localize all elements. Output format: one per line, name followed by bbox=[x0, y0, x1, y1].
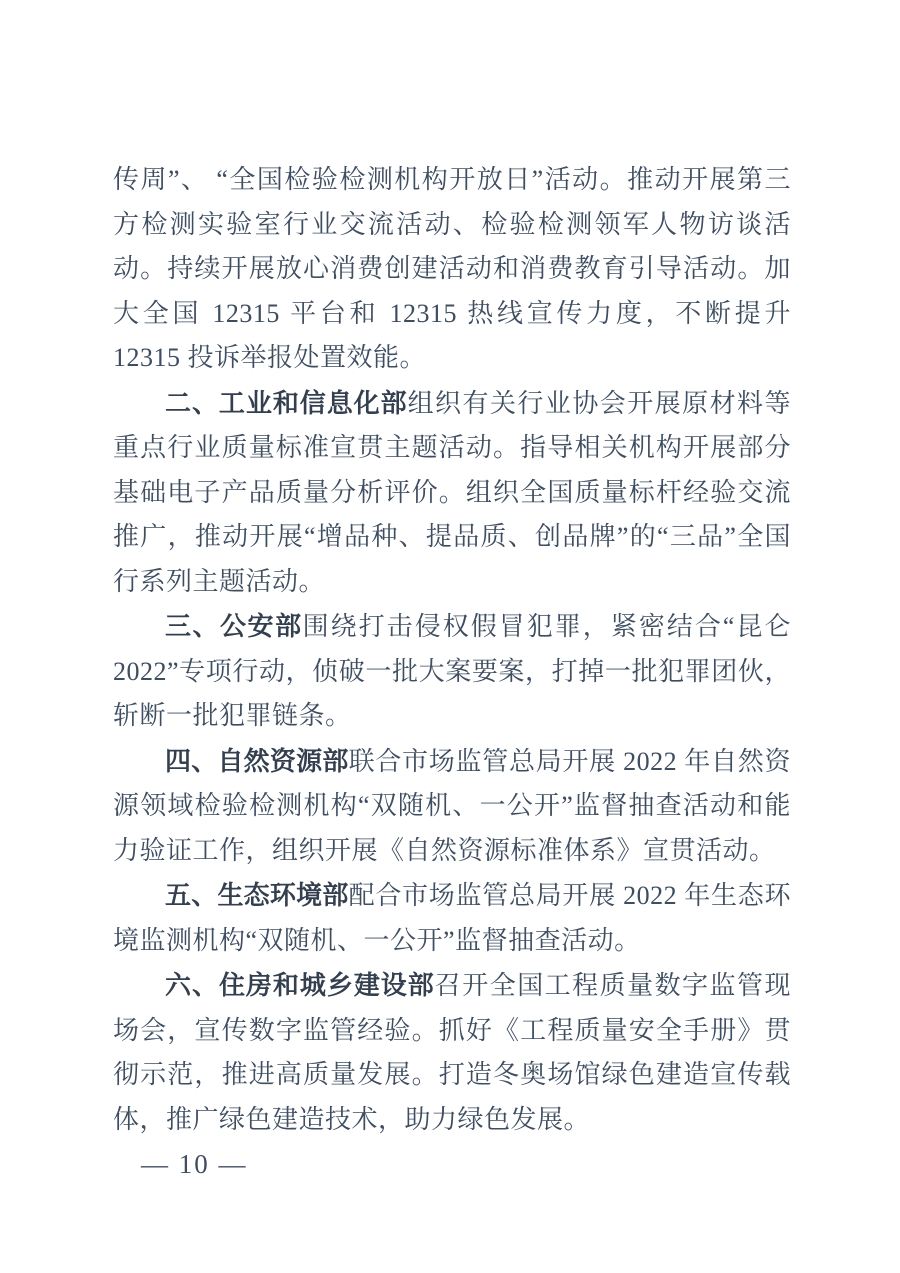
page-number: — 10 — bbox=[141, 1149, 248, 1179]
section-heading: 二、工业和信息化部 bbox=[165, 387, 408, 418]
paragraph-1 bbox=[113, 158, 791, 381]
paragraph-text: 传周”、 “全国检验检测机构开放日”活动。推动开展第三方检测实验室行业交流活动、检验检测领军人物访谈活动。持续开展放心消费创建活动和消费教育引导活动。加大全国 12315 平台和 12315 热线宣传力度，不断提升 12315 投诉举报处置效能。 bbox=[113, 165, 791, 372]
paragraph-5 bbox=[113, 873, 791, 963]
section-heading: 四、自然资源部 bbox=[165, 745, 349, 776]
paragraph-text: 召开全国工程质量数字监管现场会，宣传数字监管经验。抓好《工程质量安全手册》贯彻示范，推进高质量发展。打造冬奥场馆绿色建造宣传载体，推广绿色建造技术，助力绿色发展。 bbox=[113, 971, 791, 1134]
paragraph-2 bbox=[113, 381, 791, 605]
paragraph-text: 配合市场监管总局开展 2022 年生态环境监测机构“双随机、一公开”监督抽查活动。 bbox=[113, 881, 791, 955]
section-heading: 六、住房和城乡建设部 bbox=[165, 970, 435, 1000]
paragraph-text: 围绕打击侵权假冒犯罪，紧密结合“昆仑 2022”专项行动，侦破一批大案要案，打掉一批犯罪团伙，斩断一批犯罪链条。 bbox=[113, 612, 791, 730]
section-heading: 三、公安部 bbox=[165, 611, 303, 641]
paragraph-3 bbox=[113, 604, 791, 739]
paragraph-6 bbox=[113, 963, 791, 1142]
document-body bbox=[113, 158, 791, 1142]
section-heading: 五、生态环境部 bbox=[165, 880, 349, 910]
paragraph-text: 组织有关行业协会开展原材料等重点行业质量标准宣贯主题活动。指导相关机构开展部分基础电子产品质量分析评价。组织全国质量标杆经验交流推广，推动开展“增品种、提品质、创品牌”的“三品”全国行系列主题活动。 bbox=[113, 388, 791, 596]
paragraph-4 bbox=[113, 739, 791, 874]
paragraph-text: 联合市场监管总局开展 2022 年自然资源领域检验检测机构“双随机、一公开”监督抽查活动和能力验证工作，组织开展《自然资源标准体系》宣贯活动。 bbox=[113, 746, 791, 865]
